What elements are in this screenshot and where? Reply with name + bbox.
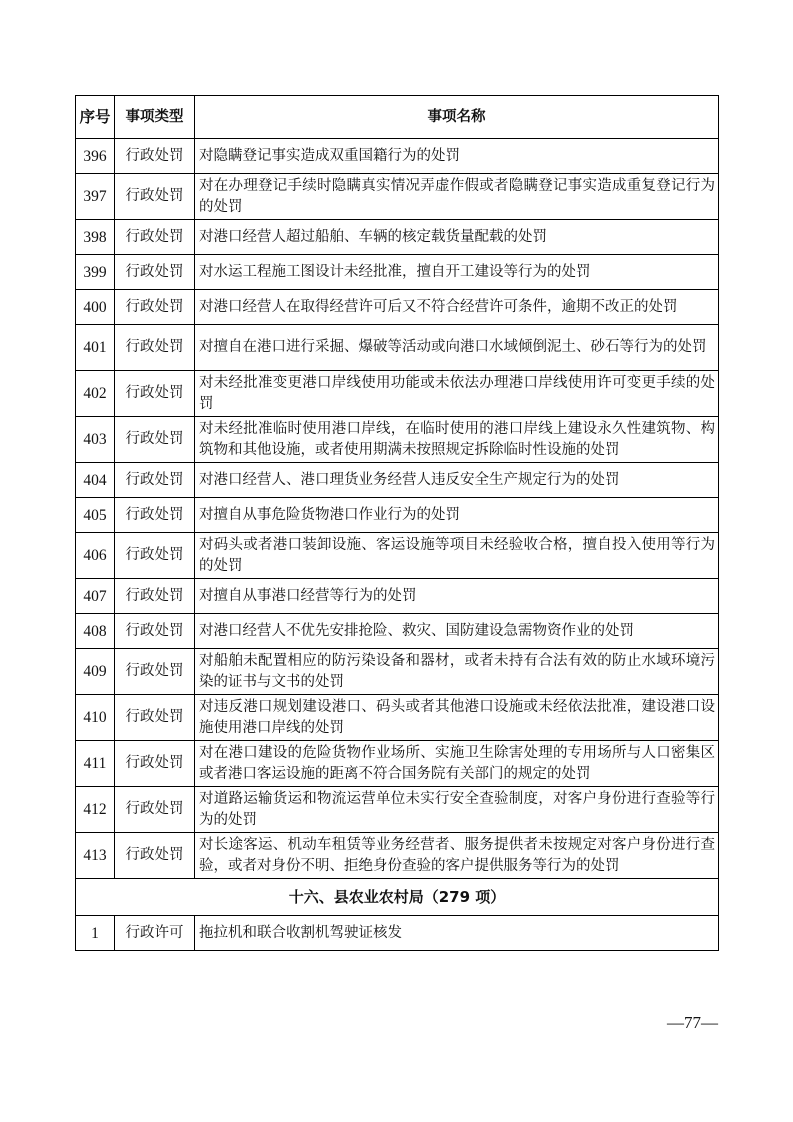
row-name: 对港口经营人不优先安排抢险、救灾、国防建设急需物资作业的处罚 xyxy=(195,614,719,649)
row-no: 397 xyxy=(76,174,115,220)
row-type: 行政处罚 xyxy=(115,290,195,325)
table-row xyxy=(76,255,719,290)
row-name: 对码头或者港口装卸设施、客运设施等项目未经验收合格，擅自投入使用等行为的处罚 xyxy=(195,533,719,579)
row-type: 行政处罚 xyxy=(115,649,195,695)
table-row xyxy=(76,787,719,833)
row-no: 409 xyxy=(76,649,115,695)
row-type: 行政处罚 xyxy=(115,220,195,255)
row-name: 拖拉机和联合收割机驾驶证核发 xyxy=(195,916,719,951)
table-row xyxy=(76,614,719,649)
table-row xyxy=(76,916,719,951)
table-row xyxy=(76,290,719,325)
table-row xyxy=(76,325,719,371)
row-no: 407 xyxy=(76,579,115,614)
items-table xyxy=(75,95,719,951)
row-no: 403 xyxy=(76,417,115,463)
row-no: 410 xyxy=(76,695,115,741)
row-type: 行政许可 xyxy=(115,916,195,951)
row-type: 行政处罚 xyxy=(115,614,195,649)
row-name: 对违反港口规划建设港口、码头或者其他港口设施或未经依法批准，建设港口设施使用港口岸线的处罚 xyxy=(195,695,719,741)
row-name: 对长途客运、机动车租赁等业务经营者、服务提供者未按规定对客户身份进行查验，或者对身份不明、拒绝身份查验的客户提供服务等行为的处罚 xyxy=(195,833,719,879)
row-type: 行政处罚 xyxy=(115,255,195,290)
row-type: 行政处罚 xyxy=(115,498,195,533)
row-type: 行政处罚 xyxy=(115,417,195,463)
row-name: 对未经批准临时使用港口岸线，在临时使用的港口岸线上建设永久性建筑物、构筑物和其他设施，或者使用期满未按照规定拆除临时性设施的处罚 xyxy=(195,417,719,463)
table-row xyxy=(76,174,719,220)
table-row xyxy=(76,463,719,498)
row-name: 对水运工程施工图设计未经批准，擅自开工建设等行为的处罚 xyxy=(195,255,719,290)
table-row xyxy=(76,417,719,463)
page-number: —77— xyxy=(667,1013,718,1032)
section-title: 十六、县农业农村局（279 项） xyxy=(76,879,719,916)
row-no: 399 xyxy=(76,255,115,290)
header-name: 事项名称 xyxy=(195,96,719,139)
header-no: 序号 xyxy=(76,96,115,139)
row-no: 413 xyxy=(76,833,115,879)
row-name: 对港口经营人在取得经营许可后又不符合经营许可条件，逾期不改正的处罚 xyxy=(195,290,719,325)
row-name: 对擅自从事危险货物港口作业行为的处罚 xyxy=(195,498,719,533)
row-no: 408 xyxy=(76,614,115,649)
table-row xyxy=(76,139,719,174)
table-row xyxy=(76,695,719,741)
section-heading-row xyxy=(76,879,719,916)
table-row xyxy=(76,220,719,255)
row-name: 对未经批准变更港口岸线使用功能或未依法办理港口岸线使用许可变更手续的处罚 xyxy=(195,371,719,417)
table-row xyxy=(76,533,719,579)
row-name: 对港口经营人、港口理货业务经营人违反安全生产规定行为的处罚 xyxy=(195,463,719,498)
row-type: 行政处罚 xyxy=(115,325,195,371)
row-no: 402 xyxy=(76,371,115,417)
row-no: 401 xyxy=(76,325,115,371)
table-row xyxy=(76,741,719,787)
row-type: 行政处罚 xyxy=(115,579,195,614)
row-name: 对在港口建设的危险货物作业场所、实施卫生除害处理的专用场所与人口密集区或者港口客运设施的距离不符合国务院有关部门的规定的处罚 xyxy=(195,741,719,787)
table-row xyxy=(76,371,719,417)
row-no: 411 xyxy=(76,741,115,787)
row-type: 行政处罚 xyxy=(115,741,195,787)
row-name: 对隐瞒登记事实造成双重国籍行为的处罚 xyxy=(195,139,719,174)
header-type: 事项类型 xyxy=(115,96,195,139)
row-type: 行政处罚 xyxy=(115,533,195,579)
row-no: 404 xyxy=(76,463,115,498)
table-row xyxy=(76,579,719,614)
row-no: 405 xyxy=(76,498,115,533)
row-no: 1 xyxy=(76,916,115,951)
row-type: 行政处罚 xyxy=(115,695,195,741)
row-no: 400 xyxy=(76,290,115,325)
row-name: 对擅自在港口进行采掘、爆破等活动或向港口水域倾倒泥土、砂石等行为的处罚 xyxy=(195,325,719,371)
row-type: 行政处罚 xyxy=(115,787,195,833)
row-name: 对擅自从事港口经营等行为的处罚 xyxy=(195,579,719,614)
row-no: 406 xyxy=(76,533,115,579)
row-no: 412 xyxy=(76,787,115,833)
row-no: 396 xyxy=(76,139,115,174)
table-row xyxy=(76,649,719,695)
row-type: 行政处罚 xyxy=(115,833,195,879)
table-header-row xyxy=(76,96,719,139)
row-type: 行政处罚 xyxy=(115,139,195,174)
table-row xyxy=(76,833,719,879)
table-row xyxy=(76,498,719,533)
row-type: 行政处罚 xyxy=(115,371,195,417)
row-name: 对船舶未配置相应的防污染设备和器材，或者未持有合法有效的防止水域环境污染的证书与文书的处罚 xyxy=(195,649,719,695)
row-type: 行政处罚 xyxy=(115,174,195,220)
row-name: 对道路运输货运和物流运营单位未实行安全查验制度，对客户身份进行查验等行为的处罚 xyxy=(195,787,719,833)
row-name: 对在办理登记手续时隐瞒真实情况弄虚作假或者隐瞒登记事实造成重复登记行为的处罚 xyxy=(195,174,719,220)
row-no: 398 xyxy=(76,220,115,255)
row-name: 对港口经营人超过船舶、车辆的核定载货量配载的处罚 xyxy=(195,220,719,255)
row-type: 行政处罚 xyxy=(115,463,195,498)
